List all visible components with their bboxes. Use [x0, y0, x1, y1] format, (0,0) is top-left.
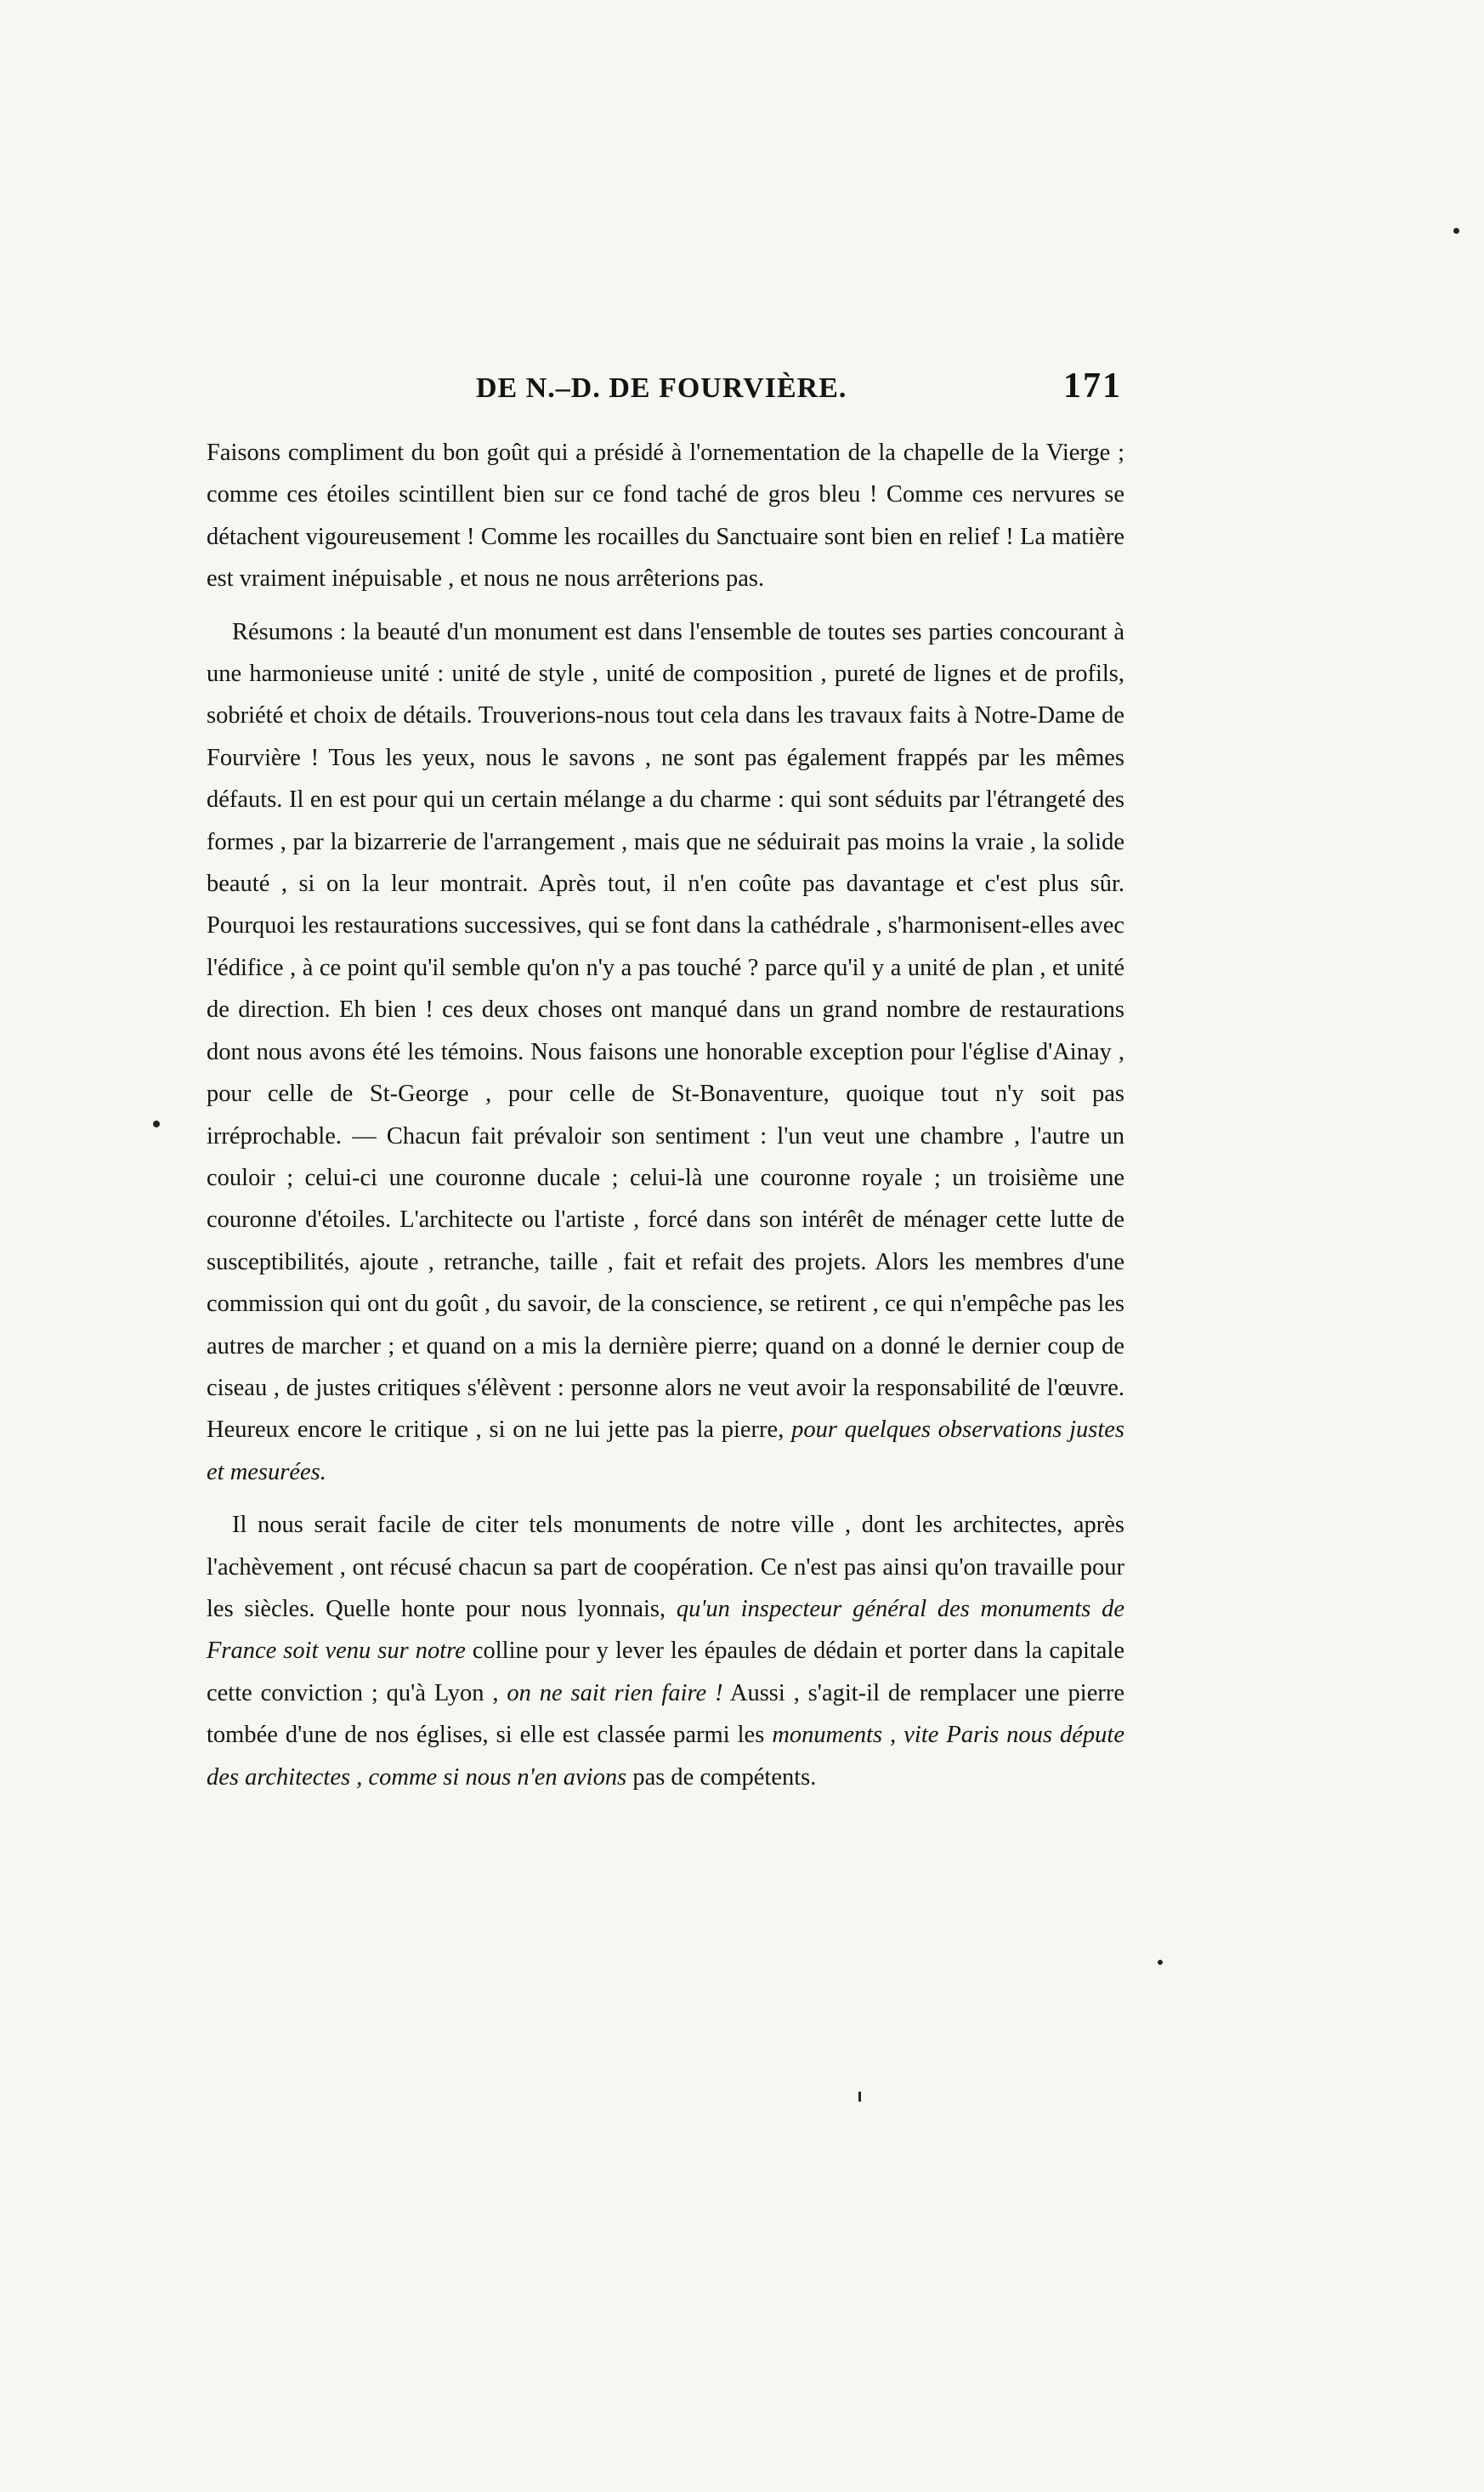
- paragraph: [207, 1504, 1124, 1798]
- scan-speck: [1453, 228, 1459, 234]
- page-number: 171: [1063, 366, 1122, 406]
- text-run: Il nous serait facile de citer tels monuments de notre ville , dont les architectes, après l'achèvement , ont récusé chacun sa part de coopération. Ce n'est pas ainsi qu'on travaille pour les siècles. Quelle honte pour nous lyonnais,: [207, 1512, 1124, 1622]
- text-run: Faisons compliment du bon goût qui a présidé à l'ornementation de la chapelle de la Vierge ; comme ces étoiles scintillent bien sur ce fond taché de gros bleu ! Comme ces nervures se détachent vigoureusement ! Comme les rocailles du Sanctuaire sont bien en relief ! La matière est vraiment inépuisable , et nous ne nous arrêterions pas.: [207, 440, 1124, 593]
- text-run: Résumons : la beauté d'un monument est dans l'ensemble de toutes ses parties concourant à une harmonieuse unité : unité de style , unité de composition , pureté de lignes et de profils, sobriété et choix de détails. Trouverions-nous tout cela dans les travaux faits à Notre-Dame de Fourvière ! Tous les yeux, nous le savons , ne sont pas également frappés par les mêmes défauts. Il en est pour qui un certain mélange a du charme : qui sont séduits par l'étrangeté des formes , par la bizarrerie de l'arrangement , mais que ne séduirait pas moins la vraie , la solide beauté , si on la leur montrait. Après tout, il n'en coûte pas davantage et c'est plus sûr. Pourquoi les restaurations successives, qui se font dans la cathédrale , s'harmonisent-elles avec l'édifice , à ce point qu'il semble qu'on n'y a pas touché ? parce qu'il y a unité de plan , et unité de direction. Eh bien ! ces deux choses ont manqué dans un grand nombre de restaurations dont nous avons été les témoins. Nous faisons une honorable exception pour l'église d'Ainay , pour celle de St-George , pour celle de St-Bonaventure, quoique tout n'y soit pas irréprochable. — Chacun fait prévaloir son sentiment : l'un veut une chambre , l'autre un couloir ; celui-ci une couronne ducale ; celui-là une couronne royale ; un troisième une couronne d'étoiles. L'architecte ou l'artiste , forcé dans son intérêt de ménager cette lutte de susceptibilités, ajoute , retranche, taille , fait et refait des projets. Alors les membres d'une commission qui ont du goût , du savoir, de la conscience, se retirent , ce qui n'empêche pas les autres de marcher ; et quand on a mis la dernière pierre; quand on a donné le dernier coup de ciseau , de justes critiques s'élèvent : personne alors ne veut avoir la responsabilité de l'œuvre. Heureux encore le critique , si on ne lui jette pas la pierre,: [207, 618, 1124, 1444]
- text-run: colline pour y lever les épaules de dédain et porter dans la capitale cette conviction ; qu'à Lyon ,: [207, 1638, 1124, 1706]
- scan-speck: [858, 2092, 861, 2102]
- running-title: DE N.–D. DE FOURVIÈRE.: [476, 372, 847, 404]
- scan-speck: [153, 1121, 160, 1127]
- paragraph: [207, 611, 1124, 1494]
- italic-text: pour quelques observations justes et mesurées.: [207, 1416, 1124, 1485]
- paragraph: [207, 432, 1124, 600]
- text-run: pas de compétents.: [626, 1763, 817, 1791]
- italic-text: qu'un inspecteur général des monuments de France soit venu sur notre: [207, 1595, 1124, 1665]
- italic-text: on ne sait rien faire !: [507, 1679, 723, 1706]
- scan-speck: [1158, 1960, 1163, 1965]
- italic-text: monuments , vite Paris nous députe des architectes , comme si nous n'en avions: [207, 1722, 1124, 1791]
- body-text: [207, 432, 1124, 1809]
- text-run: Aussi , s'agit-il de remplacer une pierre tombée d'une de nos églises, si elle est classée parmi les: [207, 1679, 1124, 1749]
